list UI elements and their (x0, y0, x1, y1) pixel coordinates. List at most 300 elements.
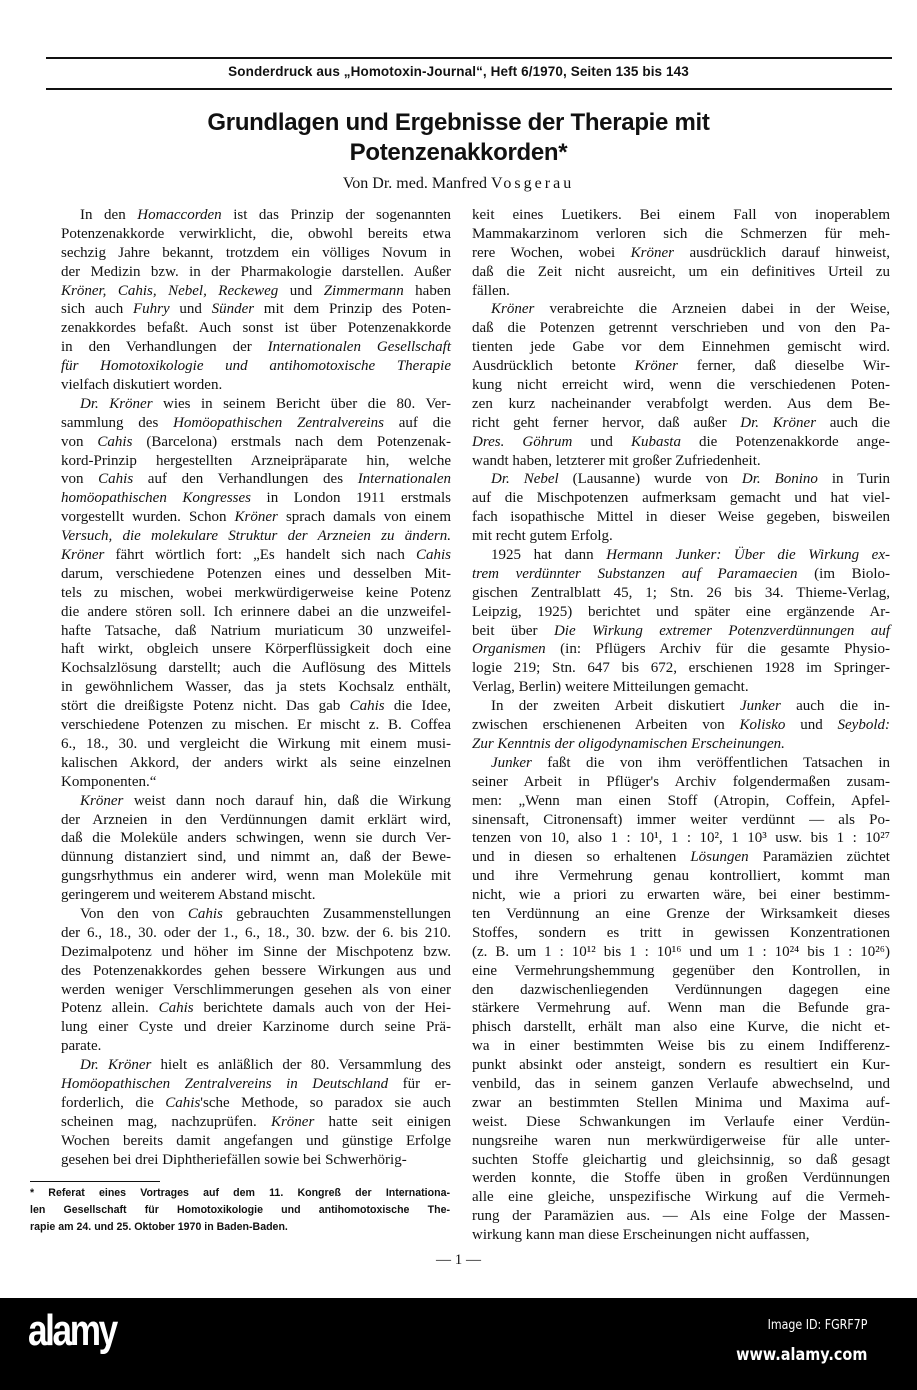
text-line (61, 640, 451, 659)
text: ferner, daß dieselbe Wir- (677, 358, 890, 375)
text: des Potenzenakkordes gehen bessere Wirkungen aus und (61, 962, 451, 979)
text: In der zweiten Arbeit diskutiert (491, 698, 740, 715)
text-line (61, 943, 451, 962)
text: für er- (388, 1075, 451, 1092)
text-line (472, 263, 890, 282)
text-line (472, 527, 890, 546)
text: zenakkordes befaßt. Auch sonst ist über Potenzenakkorde (61, 320, 451, 337)
text-line (61, 225, 451, 244)
text: (im Biolo- (797, 565, 890, 582)
paragraph (472, 206, 890, 300)
text: beit über (472, 622, 554, 639)
paragraph (472, 697, 890, 754)
text: geringerem und weiterem Abstand mischt. (61, 887, 316, 904)
text-line (472, 622, 890, 641)
text-line (61, 924, 451, 943)
text-line (472, 244, 890, 263)
paragraph (61, 1056, 451, 1169)
text: seiner Arbeit in Pflüger's Archiv folgendermaßen zusam- (472, 773, 890, 790)
footnote-line: rapie am 24. und 25. Oktober 1970 in Baden-Baden. (30, 1221, 288, 1233)
text: Verlag, Berlin) weitere Mitteilungen gemacht. (472, 679, 749, 696)
italic-text: Dr. Kröner (80, 1057, 152, 1074)
text: fährt wörtlich fort: „Es handelt sich nach (104, 547, 416, 564)
text: haben (403, 282, 451, 299)
text-line (61, 470, 451, 489)
text-line (61, 206, 451, 225)
text: kalischen Akkord, der anders wirkt als seine einzelnen (61, 754, 451, 771)
text: der Arzneien in den Verdünnungen damit erklärt wird, (61, 811, 451, 828)
italic-text: Kröner (80, 792, 124, 809)
text: Potenzenakkorde verwirklicht, die, obwohl bereits etwa (61, 225, 451, 242)
text: fällen. (472, 282, 510, 299)
italic-text: Zur Kenntnis der oligodynamischen Erscheinungen. (472, 735, 785, 752)
footnote-line: len Gesellschaft für Homotoxikologie und antihomotoxische The- (30, 1204, 450, 1216)
text: und (278, 282, 324, 299)
header-rule-top (46, 57, 892, 59)
text-line (472, 565, 890, 584)
text: scheinen mag, nachzuprüfen. (61, 1113, 271, 1130)
text: weist. Diese Schwankungen im Verlaufe einer Verdün- (472, 1113, 890, 1130)
italic-text: Cahis (158, 1000, 194, 1017)
italic-text: Cahis (187, 905, 223, 922)
paragraph (472, 470, 890, 546)
text-line (61, 414, 451, 433)
text-line (472, 508, 890, 527)
italic-text: Cahis (349, 698, 385, 715)
title-line-2: Potenzenakkorden* (349, 139, 568, 166)
italic-text: Dr. Bonino (741, 471, 818, 488)
text: gischen Zentralblatt 45, 1; Stn. 26 bis 34. Thieme-Verlag, (472, 584, 890, 601)
text-line (61, 300, 451, 319)
text: ausdrücklich darauf hinweist, (674, 244, 890, 261)
italic-text: Dr. Kröner (740, 414, 817, 431)
text-line (472, 489, 890, 508)
text: die Potenzenakkorde ange- (680, 433, 890, 450)
text-line (472, 716, 890, 735)
text: hatte seit einigen (314, 1113, 451, 1130)
text-line (61, 1075, 451, 1094)
text-line (61, 1056, 451, 1075)
text: werden weniger Verschlimmerungen gesehen als von einer (61, 981, 451, 998)
text-line (472, 225, 890, 244)
text: tenzen von 10, also 1 : 10¹, 1 : 10², 1 10³ usw. bis 1 : 10²⁷ (472, 830, 890, 847)
text: Paramäzien züchtet (748, 849, 890, 866)
text-line (472, 206, 890, 225)
text-line (472, 1075, 890, 1094)
text: sechzig Jahre bekannt, trotzdem ein völliges Novum in (61, 244, 451, 261)
text: parate. (61, 1038, 102, 1055)
text: richt geht ferner hervor, daß außer (472, 414, 741, 431)
paragraph (61, 792, 451, 905)
text: wa in einer bestimmten Weise bis zu einem Indifferenz- (472, 1038, 890, 1055)
italic-text: Homaccorden (137, 207, 222, 223)
text-line (61, 962, 451, 981)
text-line (472, 319, 890, 338)
text: Kochsalzlösung darstellt; auch die Auflösung des Mittels (61, 660, 451, 677)
text-line (61, 546, 451, 565)
text-line (61, 773, 451, 792)
text-line (61, 357, 451, 376)
text: 6., 18., 30. und vergleicht die Wirkung mit einem musi- (61, 735, 451, 752)
text: der 6., 18., 30. oder der 1., 6., 18., 30. bzw. der 6. bis 210. (61, 924, 451, 941)
text-line (61, 244, 451, 263)
italic-text: Internationalen Gesellschaft (267, 339, 452, 356)
text: ist das Prinzip der sogenannten (221, 207, 451, 223)
text: men: „Wenn man einen Stoff (Atropin, Coffein, Apfel- (472, 792, 890, 809)
text-line (472, 1169, 890, 1188)
italic-text: Kubasta (630, 433, 681, 450)
article-title (0, 108, 917, 168)
text: zwar an bestimmten Stellen Minima und Maxima auf- (472, 1094, 890, 1111)
text: gungsrhythmus ein anderer wird, wenn man Moleküle mit (61, 868, 451, 885)
text-line (472, 943, 890, 962)
text: Stoffes, sondern es tritt in gewissen Konzentrationen (472, 924, 890, 941)
footnote (30, 1185, 450, 1236)
text-line (61, 338, 451, 357)
page-number: — 1 — (436, 1252, 481, 1268)
text: 'sche Methode, so paradox sie auch (200, 1094, 451, 1111)
italic-text: Kolisko (739, 717, 786, 734)
italic-text: Seybold: (837, 717, 890, 734)
text: tienten jede Gabe vor dem Einnehmen gemischt wird. (472, 339, 890, 356)
text-line (472, 584, 890, 603)
text-line (61, 1018, 451, 1037)
author-prefix: Von Dr. med. Manfred (342, 175, 491, 192)
text: gebrauchten Zusammenstellungen (222, 905, 451, 922)
text: vorgestellt wurden. Schon (61, 509, 235, 526)
text-line (61, 1094, 451, 1113)
text: In den (80, 207, 138, 223)
text-line (472, 924, 890, 943)
text: berichtete damals auch von der Hei- (193, 1000, 451, 1017)
text-line (472, 1226, 890, 1245)
text: Komponenten.“ (61, 773, 157, 790)
text-line (61, 263, 451, 282)
text: phisch darstellt, erhält man also eine Kurve, die nicht et- (472, 1019, 890, 1036)
text-line (472, 1207, 890, 1226)
footnote-line: * Referat eines Vortrages auf dem 11. Kongreß der Internationa- (30, 1187, 450, 1199)
text: Von den von (80, 905, 188, 922)
italic-text: Kröner, Cahis, Nebel, Reckeweg (61, 282, 279, 299)
text-line (61, 659, 451, 678)
text-line (472, 1018, 890, 1037)
text: Ausdrücklich betonte (472, 358, 635, 375)
italic-text: Kröner (491, 301, 535, 318)
text-line (61, 565, 451, 584)
text: Wochen bereits damit angefangen und günstige Erfolge (61, 1132, 451, 1149)
italic-text: Organismen (472, 641, 546, 658)
text-line (472, 433, 890, 452)
text: logie 219; Stn. 647 bis 672, erschienen 1928 im Springer- (472, 660, 890, 677)
text: daß die Potenzen getrennt verschrieben und von den Pa- (472, 320, 890, 337)
italic-text: Lösungen (690, 849, 749, 866)
text: rere Wochen, wobei (472, 244, 631, 261)
text-line (472, 905, 890, 924)
text: haft wirkt, obgleich unsere Körperflüssigkeit doch eine (61, 641, 451, 658)
text: auf die Mischpotenzen aufmerksam gemacht und hat viel- (472, 490, 890, 507)
text-line (472, 1151, 890, 1170)
watermark-bar (0, 1298, 917, 1390)
italic-text: Die Wirkung extremer Potenzverdünnungen auf (553, 622, 890, 639)
text: hafte Tatsache, daß Natrium muriaticum 30 unzweifel- (61, 622, 451, 639)
text-line (472, 886, 890, 905)
text: kung nicht erreicht wird, wenn die verschiedenen Poten- (472, 377, 890, 394)
text: alle eine gleiche, unspezifische Wirkung auf die Vermeh- (472, 1189, 890, 1206)
text-line (61, 527, 451, 546)
italic-text: Internationalen (357, 471, 452, 488)
text-line (472, 376, 890, 395)
text-line (472, 829, 890, 848)
text-line (61, 508, 451, 527)
text: von (61, 433, 98, 450)
text: nungsreihe waren nun merkwürdigerweise für alle unter- (472, 1132, 890, 1149)
text-line (61, 716, 451, 735)
text: daß die Zeit nicht ausreicht, um ein definitives Urteil zu (472, 263, 890, 280)
text-line (472, 300, 890, 319)
italic-text: Hermann Junker: Über die Wirkung ex- (606, 547, 890, 564)
text: die Idee, (384, 698, 451, 715)
text: und in diesen so erhaltenen (472, 849, 691, 866)
text-line (472, 357, 890, 376)
text: und ihre Vermehrung genau kontrolliert, kommt man (472, 868, 890, 885)
text: darum, verschiedene Potenzen eines und desselben Mit- (61, 565, 451, 582)
text-line (472, 773, 890, 792)
text-line (61, 848, 451, 867)
text: stärkere Vermehrung auf. Wenn man die Befunde gra- (472, 1000, 890, 1017)
text: gesehen bei drei Diphtheriefällen sowie bei Schwerhörig- (61, 1151, 407, 1168)
alamy-logo: alamy (28, 1306, 116, 1355)
text-line (61, 886, 451, 905)
text: zwischen erschienenen Arbeiten von (472, 717, 740, 734)
paragraph (61, 395, 451, 792)
text-line (472, 640, 890, 659)
italic-text: Kröner (234, 509, 278, 526)
italic-text: Dr. Kröner (80, 395, 153, 412)
text-line (472, 1094, 890, 1113)
text: verabreichte die Arzneien dabei in der Weise, (534, 301, 890, 318)
italic-text: Sünder (211, 301, 255, 318)
text-line (61, 319, 451, 338)
text-line (61, 829, 451, 848)
text: mit recht gutem Erfolg. (472, 528, 613, 545)
paragraph (61, 905, 451, 1056)
paragraph (472, 546, 890, 697)
text-line (472, 395, 890, 414)
italic-text: Junker (491, 754, 532, 771)
text: kord-Prinzip hergestellten Arzneipräparate hin, welche (61, 452, 451, 469)
paragraph (472, 754, 890, 1245)
text-line (472, 848, 890, 867)
text-line (61, 1037, 451, 1056)
text-line (61, 489, 451, 508)
italic-text: Kröner (634, 358, 678, 375)
text: sammlung des (61, 414, 174, 431)
right-column (472, 206, 890, 1245)
text-line (61, 622, 451, 641)
text-line (472, 659, 890, 678)
text: wies in seinem Bericht über die 80. Ver- (152, 395, 451, 412)
text-line (472, 962, 890, 981)
text: Dezimalpotenz und höher im Sinne der Mischpotenz bzw. (61, 943, 451, 960)
text: (Lausanne) wurde von (558, 471, 742, 488)
text: wirkung kann man diese Erscheinungen nicht auffassen, (472, 1227, 810, 1244)
text: auf die (383, 414, 451, 431)
text-line (472, 999, 890, 1018)
text: auch die in- (780, 698, 890, 715)
italic-text: Homöopathischen Zentralvereins (173, 414, 384, 431)
italic-text: Cahis (97, 433, 133, 450)
text: dünnung distanziert sind, und nimmt an, daß der Bewe- (61, 849, 451, 866)
text: (z. B. um 1 : 10¹² bis 1 : 10¹⁶ und um 1 : 10²⁴ bis 1 : 10²⁶) (472, 943, 890, 960)
text-line (472, 981, 890, 1000)
italic-text: Kröner (270, 1113, 315, 1130)
text: zen kurz nacheinander verabfolgt werden. Aus dem Be- (472, 395, 890, 412)
italic-text: Zimmermann (323, 282, 404, 299)
text: sprach damals von einem (277, 509, 451, 526)
italic-text: Versuch, die molekulare Struktur der Arzneien zu ändern. (61, 528, 451, 545)
text: sich auch (61, 301, 133, 318)
text-line (61, 282, 451, 301)
watermark-url: www.alamy.com (735, 1345, 867, 1365)
italic-text: Fuhry (132, 301, 170, 318)
text: verschiedene Potenzen zu mischen. Er mischt z. B. Coffea (61, 717, 451, 734)
italic-text: Cahis (415, 547, 451, 564)
text: suchten Stoffe gleichartig und gleichsinnig, so daß gesagt (472, 1151, 890, 1168)
text-line (61, 905, 451, 924)
text-line (472, 1113, 890, 1132)
text: in Turin (817, 471, 890, 488)
footnote-rule (30, 1181, 160, 1182)
text: werden konnte, die Stoffe üben in großen Verdünnungen (472, 1170, 890, 1187)
text: (in: Pflügers Archiv für die gesamte Physio- (545, 641, 890, 658)
text-line (61, 981, 451, 1000)
text: forderlich, die (61, 1094, 166, 1111)
text-line (472, 414, 890, 433)
paragraph (61, 206, 451, 395)
italic-text: Dr. Nebel (491, 471, 559, 488)
title-line-1: Grundlagen und Ergebnisse der Therapie mit (207, 109, 710, 136)
text: (Barcelona) erstmals nach dem Potenzenak- (132, 433, 451, 450)
text: venbild, das in seinem ganzen Verlaufe abwechselnd, und (472, 1075, 890, 1092)
italic-text: homöopathischen Kongresses (61, 490, 251, 507)
text-line (61, 452, 451, 471)
text-line (472, 282, 890, 301)
italic-text: Kröner (61, 547, 105, 564)
text: die andere stören soll. Ich erinnere dabei an die unzweifel- (61, 603, 451, 620)
text: und (169, 301, 212, 318)
italic-text: Homöopathischen Zentralvereins in Deutschland (61, 1075, 389, 1092)
italic-text: trem verdünnter Substanzen auf Paramaecien (472, 565, 798, 582)
text-line (472, 735, 890, 754)
author-line (0, 175, 917, 193)
text: tels zu mischen, wobei merkwürdigerweise keine Potenz (61, 584, 451, 601)
text-line (61, 735, 451, 754)
text: faßt die von ihm veröffentlichen Tatsachen in (531, 754, 890, 771)
text-line (472, 546, 890, 565)
text-line (61, 678, 451, 697)
text-line (472, 867, 890, 886)
text-line (61, 792, 451, 811)
text-line (472, 1188, 890, 1207)
text: weist dann noch darauf hin, daß die Wirkung (123, 792, 451, 809)
text: stört die dreißigste Potenz nicht. Das gab (61, 698, 350, 715)
italic-text: Cahis (98, 471, 134, 488)
text-line (472, 697, 890, 716)
italic-text: Dres. Göhrum (472, 433, 573, 450)
text: Potenz allein. (61, 1000, 159, 1017)
text-line (61, 754, 451, 773)
image-id: Image ID: FGRF7P (767, 1318, 867, 1333)
text-line (472, 603, 890, 622)
text-line (472, 678, 890, 697)
text: der Medizin bzw. in der Pharmakologie darstellen. Außer (61, 263, 451, 280)
text: auch die (816, 414, 890, 431)
text: in den Verhandlungen der (61, 339, 268, 356)
text: keit eines Luetikers. Bei einem Fall von inoperablem (472, 207, 890, 223)
text-line (61, 1132, 451, 1151)
text-line (61, 584, 451, 603)
text-line (472, 1056, 890, 1075)
text: und (785, 717, 838, 734)
italic-text: für Homotoxikologie und antihomotoxische Therapie (61, 358, 451, 375)
text: rung der Paramäzien aus. — Als eine Folge der Massen- (472, 1208, 890, 1225)
text: fach isopathische Mittel in dieser Weise gegeben, bisweilen (472, 509, 890, 526)
text: und (572, 433, 631, 450)
text-line (61, 867, 451, 886)
text-line (472, 754, 890, 773)
text-line (61, 697, 451, 716)
text: von (61, 471, 99, 488)
text-line (61, 1113, 451, 1132)
text-line (61, 376, 451, 395)
text: wandt haben, letzterer mit großer Zufriedenheit. (472, 452, 761, 469)
text-line (61, 999, 451, 1018)
italic-text: Junker (739, 698, 781, 715)
text: ten Verdünnung an eine Grenze der Wirksamkeit dieses (472, 905, 890, 922)
left-column (61, 206, 451, 1169)
italic-text: Cahis (165, 1094, 201, 1111)
text-line (61, 433, 451, 452)
text: in London 1911 erstmals (251, 490, 451, 507)
text: den dazwischenliegenden Verdünnungen dagegen eine (472, 981, 890, 998)
text: Leipzig, 1925) berichtet und später eine ergänzende Ar- (472, 603, 890, 620)
text: daß die Moleküle anders schwingen, wenn sie durch Ver- (61, 830, 451, 847)
text: Mammakarzinom verloren sich die Schmerzen für meh- (472, 225, 890, 242)
italic-text: Kröner (630, 244, 675, 261)
text: mit dem Prinzip des Poten- (254, 301, 451, 318)
text: nicht, wie a priori zu erwarten wäre, bei einer bestimm- (472, 887, 890, 904)
text-line (472, 792, 890, 811)
paragraph (472, 300, 890, 470)
text: punkt absinkt oder ansteigt, sondern es resultiert ein Kur- (472, 1057, 890, 1074)
text-line (472, 338, 890, 357)
text: in gewöhnlichem Wasser, das ja stets Kochsalz enthält, (61, 679, 451, 696)
text: lung einer Cyste und dreier Karzinome durch seine Prä- (61, 1019, 451, 1036)
text: eine Vermehrungshemmung gegenüber den Kontrollen, in (472, 962, 890, 979)
text: vielfach diskutiert worden. (61, 377, 223, 394)
text-line (472, 1132, 890, 1151)
text-line (472, 1037, 890, 1056)
text-line (472, 470, 890, 489)
text-line (472, 452, 890, 471)
author-surname: Vosgerau (490, 175, 575, 192)
journal-header: Sonderdruck aus „Homotoxin-Journal“, Heft 6/1970, Seiten 135 bis 143 (228, 64, 689, 79)
text-line (61, 811, 451, 830)
header-rule-bottom (46, 88, 892, 90)
text: auf den Verhandlungen des (133, 471, 358, 488)
text-line (61, 395, 451, 414)
text-line (472, 811, 890, 830)
